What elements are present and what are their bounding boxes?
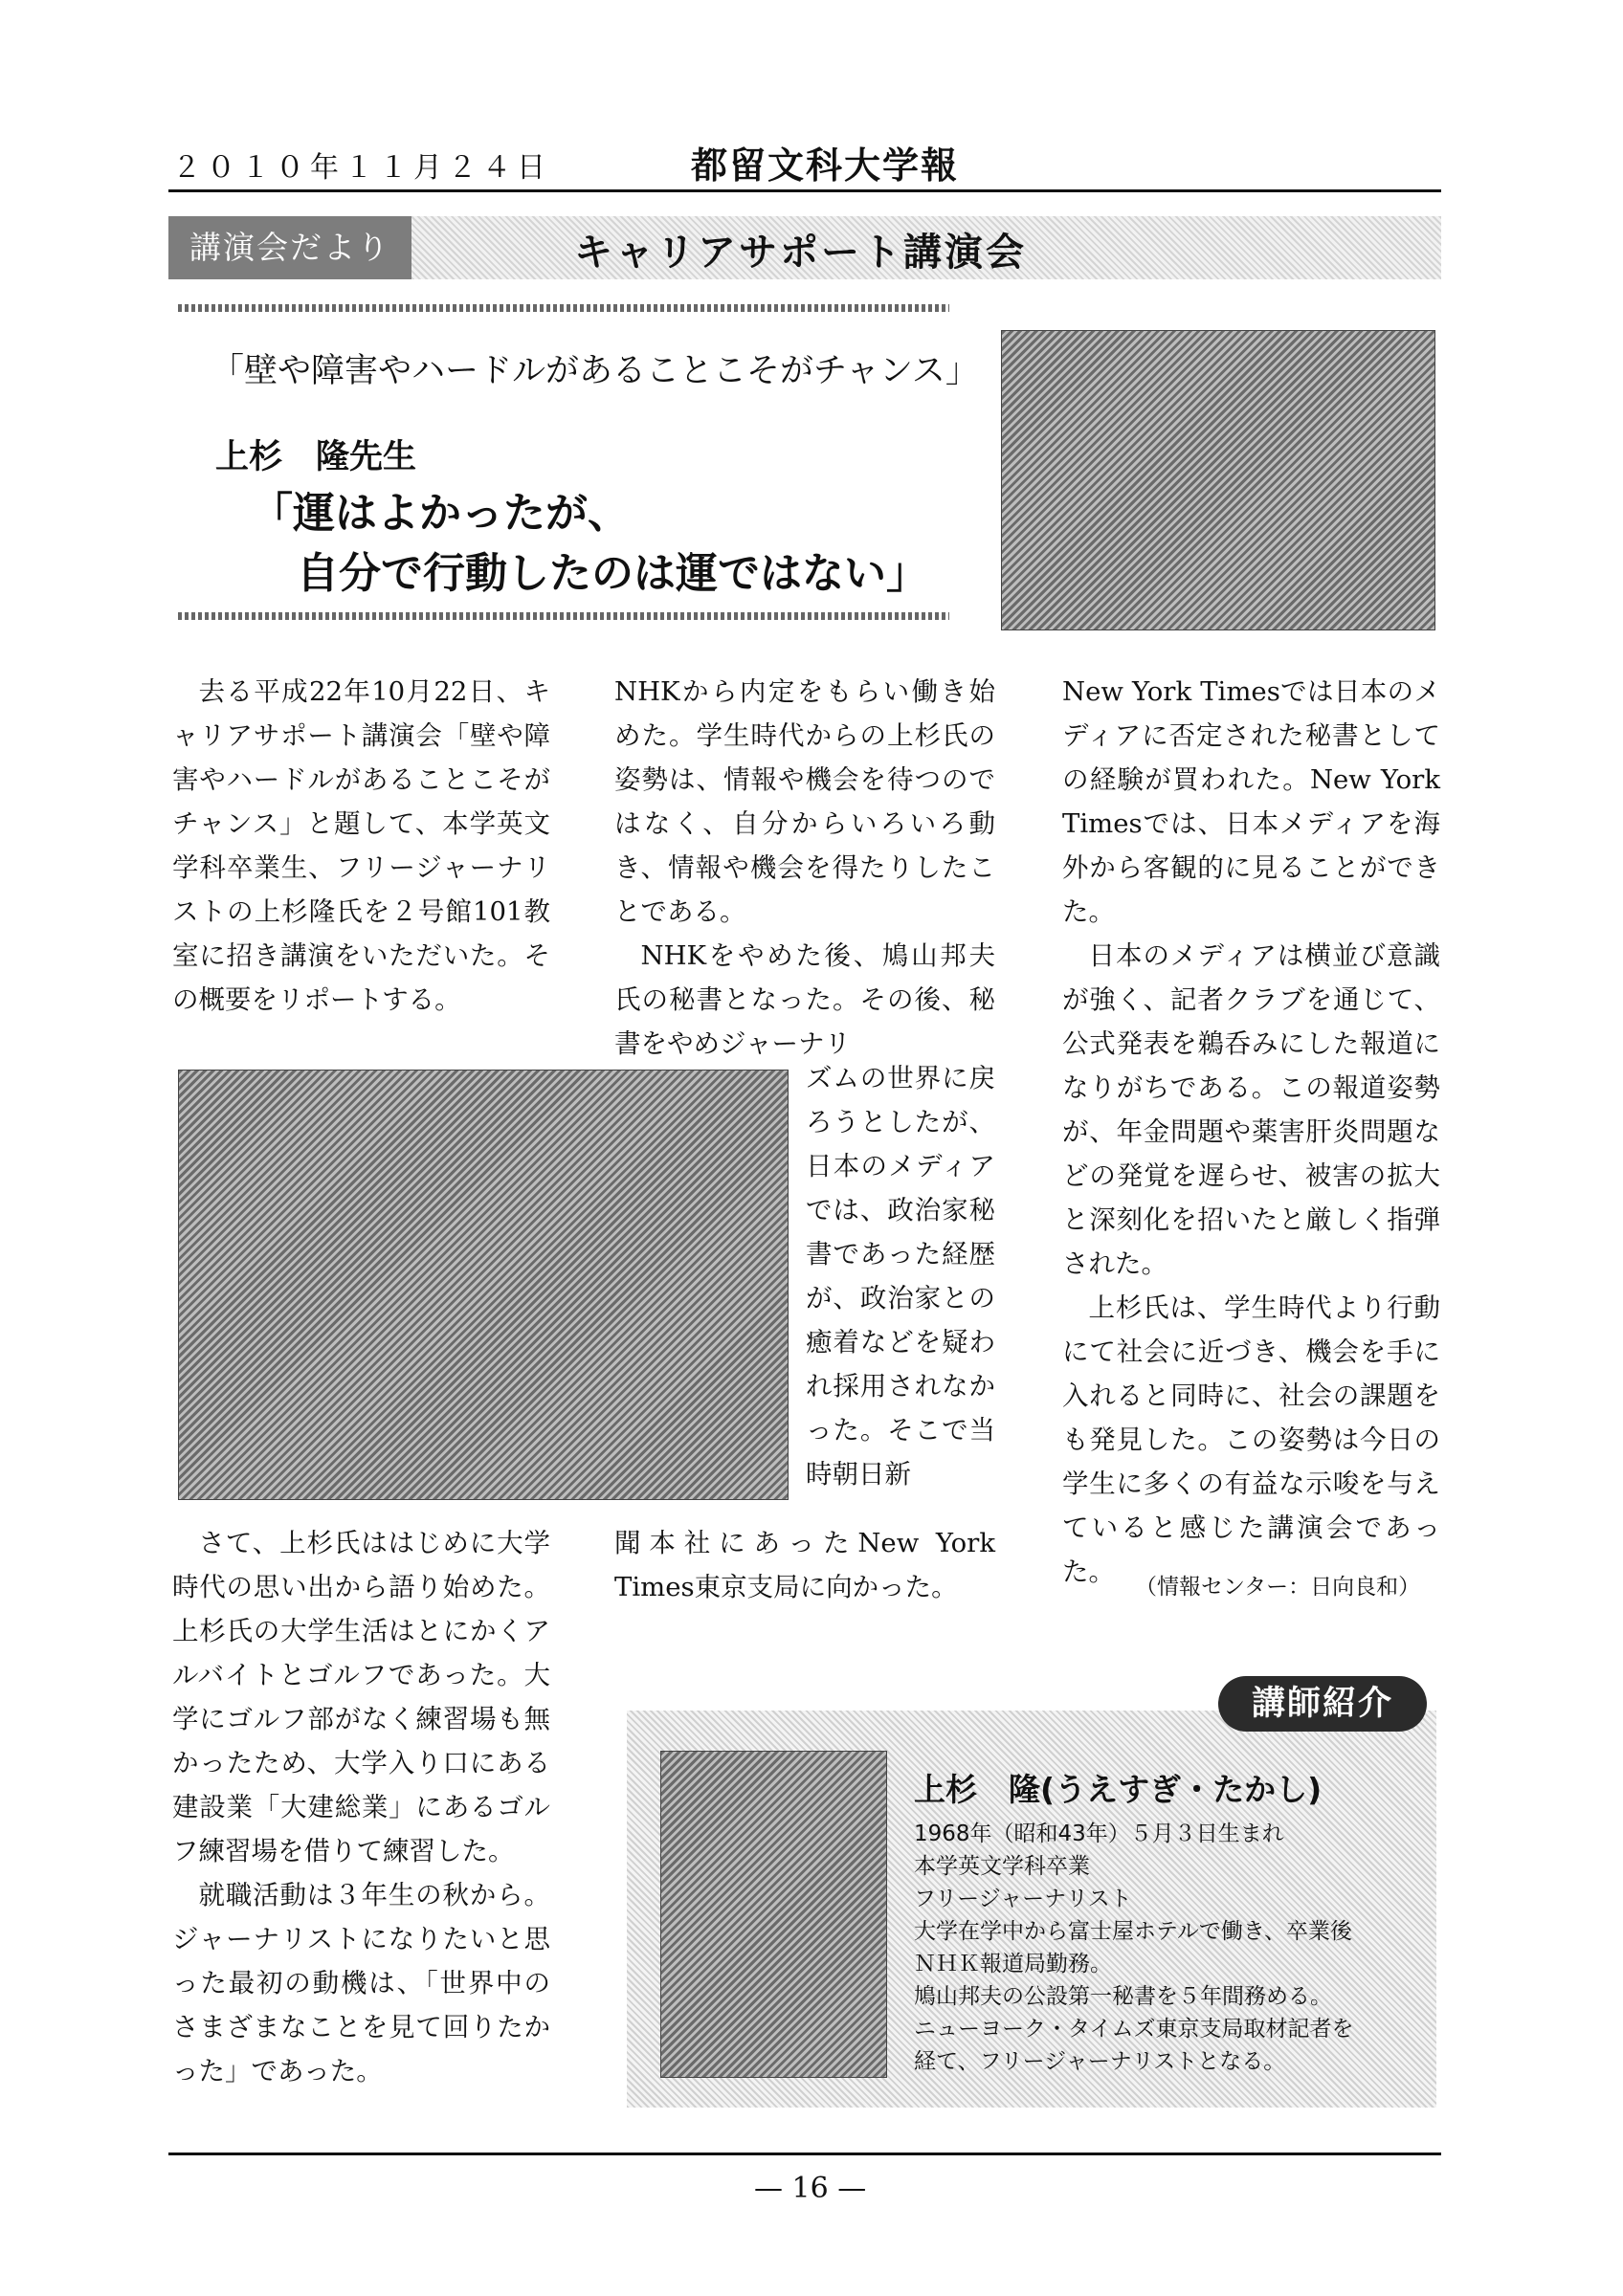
footer-rule — [168, 2152, 1441, 2155]
profile-line: 経て、フリージャーナリストとなる。 — [914, 2049, 1286, 2074]
paragraph: さて、上杉氏ははじめに大学時代の思い出から語り始めた。上杉氏の大学生活はとにかくアルバイトとゴルフであった。大学にゴルフ部がなく練習場も無かったため、大学入り口にある建設業「大建総業」にあるゴルフ練習場を借りて練習した。 — [172, 1528, 550, 1866]
article-column-1-bottom — [172, 1521, 550, 2093]
profile-line: 大学在学中から富士屋ホテルで働き、卒業後 — [914, 1919, 1352, 1944]
headline-quote-2-line-2: 自分で行動したのは運ではない」 — [297, 549, 928, 598]
paragraph: 就職活動は３年生の秋から。ジャーナリストになりたいと思った最初の動機は、「世界中のさまざまなことを見て回りたかった」であった。 — [172, 1880, 550, 2086]
profile-line: ＮＨＫ報道局勤務。 — [914, 1952, 1112, 1976]
header-rule — [168, 189, 1441, 192]
profile-tag: 講師紹介 — [1218, 1676, 1427, 1732]
headline-quote-2-line-1: 「運はよかったが、 — [251, 489, 630, 538]
lecture-hall-photo-1 — [1001, 330, 1435, 630]
article-column-1-top — [172, 670, 550, 1022]
section-tag: 講演会だより — [168, 216, 411, 279]
paragraph: 去る平成22年10月22日、キャリアサポート講演会「壁や障害やハードルがあることこそがチャンス」と題して、本学英文学科卒業生、フリージャーナリストの上杉隆氏を２号館101教室に招き講演をいただいた。その概要をリポートする。 — [172, 676, 550, 1015]
paragraph: 聞本社にあったNew York Times東京支局に向かった。 — [614, 1528, 995, 1602]
publication-title: 都留文科大学報 — [691, 144, 960, 187]
article-column-2-narrow — [806, 1056, 995, 1496]
issue-date: ２０１０年１１月２４日 — [172, 151, 551, 185]
profile-name: 上杉 隆(うえすぎ・たかし) — [914, 1771, 1323, 1808]
lecturer-portrait-photo — [660, 1751, 887, 2078]
paragraph: NHKから内定をもらい働き始めた。学生時代からの上杉氏の姿勢は、情報や機会を待つのではなく、自分からいろいろ動き、情報や機会を得たりしたことである。 — [614, 676, 995, 927]
profile-line: 鳩山邦夫の公設第一秘書を５年間務める。 — [914, 1984, 1332, 2009]
author-credit: （情報センター：日向良和） — [1135, 1575, 1421, 1600]
lecture-hall-photo-2 — [178, 1070, 789, 1500]
paragraph: 上杉氏は、学生時代より行動にて社会に近づき、機会を手に入れると同時に、社会の課題をも発見した。この姿勢は今日の学生に多くの有益な示唆を与えていると感じた講演会であった。 — [1062, 1292, 1440, 1587]
paragraph: New York Timesでは日本のメディアに否定された秘書としての経験が買われた。New York Timesでは、日本メディアを海外から客観的に見ることができた。 — [1062, 676, 1440, 927]
article-column-3 — [1062, 670, 1440, 1594]
profile-line: 本学英文学科卒業 — [914, 1854, 1090, 1879]
profile-line: フリージャーナリスト — [914, 1887, 1132, 1911]
profile-line: 1968年（昭和43年）５月３日生まれ — [914, 1821, 1284, 1846]
article-column-2-bottom — [614, 1521, 995, 1609]
paragraph: 日本のメディアは横並び意識が強く、記者クラブを通じて、公式発表を鵜呑みにした報道になりがちである。この報道姿勢が、年金問題や薬害肝炎問題などの発覚を遅らせ、被害の拡大と深刻化を招いたと厳しく指弾された。 — [1062, 940, 1440, 1279]
lecturer-name: 上杉 隆先生 — [215, 438, 417, 476]
paragraph: ズムの世界に戻ろうとしたが、日本のメディアでは、政治家秘書であった経歴が、政治家との癒着などを疑われ採用されなかった。そこで当時朝日新 — [806, 1063, 995, 1490]
headline-bottom-rule — [178, 612, 949, 620]
headline-top-rule — [178, 304, 949, 312]
profile-line: ニューヨーク・タイムズ東京支局取材記者を — [914, 2017, 1354, 2042]
article-column-2-top — [614, 670, 995, 1066]
paragraph: NHKをやめた後、鳩山邦夫氏の秘書となった。その後、秘書をやめジャーナリ — [614, 940, 995, 1059]
section-title: キャリアサポート講演会 — [574, 231, 1027, 275]
page-number: — 16 — — [754, 2172, 867, 2205]
profile-details — [914, 1818, 1354, 2078]
headline-quote-1: 「壁や障害やハードルがあることこそがチャンス」 — [211, 352, 979, 390]
